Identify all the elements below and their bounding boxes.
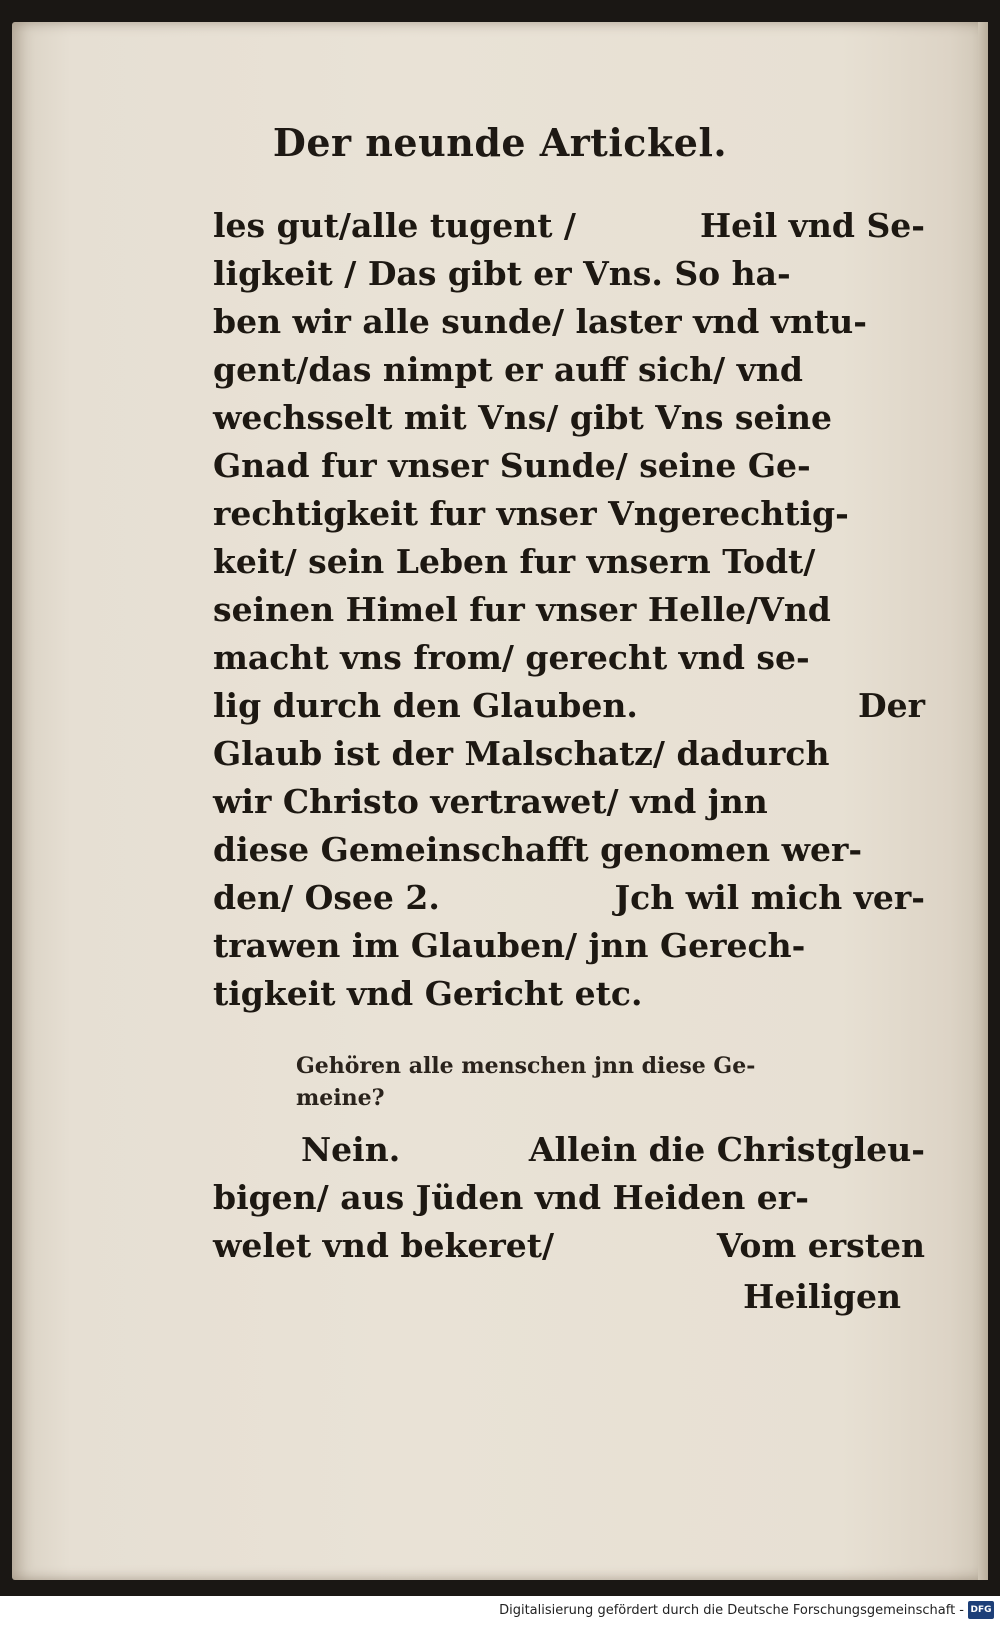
text-line (213, 250, 925, 298)
text-segment: keit/ sein Leben fur vnsern Todt/ (213, 542, 816, 581)
text-line (213, 202, 925, 250)
text-segment: wechsselt mit Vns/ gibt Vns seine (213, 398, 832, 437)
text-segment: diese Gemeinschafft genomen wer- (213, 830, 863, 869)
text-segment: Allein die Christgleu- (528, 1130, 925, 1169)
text-segment: Vom ersten (716, 1226, 925, 1265)
text-line (213, 970, 925, 1018)
text-line (213, 826, 925, 874)
answer-paragraph (213, 1126, 925, 1270)
text-segment: Gnad fur vnser Sunde/ seine Ge- (213, 446, 811, 485)
text-line (213, 1222, 925, 1270)
text-line (213, 298, 925, 346)
text-line (213, 346, 925, 394)
text-segment: Heil vnd Se- (700, 206, 925, 245)
text-segment: macht vns from/ gerecht vnd se- (213, 638, 810, 677)
text-segment: Der (858, 686, 925, 725)
text-line (213, 490, 925, 538)
text-line (213, 586, 925, 634)
text-line (213, 922, 925, 970)
body-text (213, 202, 925, 1018)
text-line (213, 394, 925, 442)
text-segment: tigkeit vnd Gericht etc. (213, 974, 643, 1013)
text-segment: Nein. (301, 1130, 401, 1169)
question-line: Gehören alle menschen jnn diese Ge- (296, 1053, 756, 1079)
text-line (213, 682, 925, 730)
text-line (213, 538, 925, 586)
text-segment: gent/das nimpt er auff sich/ vnd (213, 350, 803, 389)
book-page (12, 22, 988, 1580)
text-segment: lig durch den Glauben. (213, 686, 638, 725)
text-segment: wir Christo vertrawet/ vnd jnn (213, 782, 768, 821)
footer-bar (0, 1596, 1000, 1627)
text-segment: den/ Osee 2. (213, 878, 440, 917)
text-segment: les gut/alle tugent / (213, 206, 576, 245)
text-line (213, 1126, 925, 1174)
dfg-logo: DFG (968, 1601, 994, 1619)
text-segment: seinen Himel fur vnser Helle/Vnd (213, 590, 831, 629)
text-segment: Glaub ist der Malschatz/ dadurch (213, 734, 830, 773)
text-line (213, 442, 925, 490)
question-line: meine? (296, 1085, 385, 1111)
text-line (213, 634, 925, 682)
text-line (213, 778, 925, 826)
text-segment: welet vnd bekeret/ (213, 1226, 555, 1265)
text-line (213, 874, 925, 922)
catchword: Heiligen (743, 1277, 901, 1316)
marginal-question (296, 1050, 916, 1114)
text-segment: ligkeit / Das gibt er Vns. So ha- (213, 254, 791, 293)
text-segment: ben wir alle sunde/ laster vnd vntu- (213, 302, 867, 341)
text-segment: bigen/ aus Jüden vnd Heiden er- (213, 1178, 809, 1217)
text-segment: trawen im Glauben/ jnn Gerech- (213, 926, 806, 965)
funding-credit: Digitalisierung gefördert durch die Deutsche Forschungsgemeinschaft - (499, 1603, 964, 1618)
text-segment: rechtigkeit fur vnser Vngerechtig- (213, 494, 849, 533)
text-segment: Jch wil mich ver- (614, 878, 925, 917)
text-line (213, 730, 925, 778)
text-line (213, 1174, 925, 1222)
page-edge (978, 22, 988, 1580)
running-header: Der neunde Artickel. (272, 120, 728, 165)
